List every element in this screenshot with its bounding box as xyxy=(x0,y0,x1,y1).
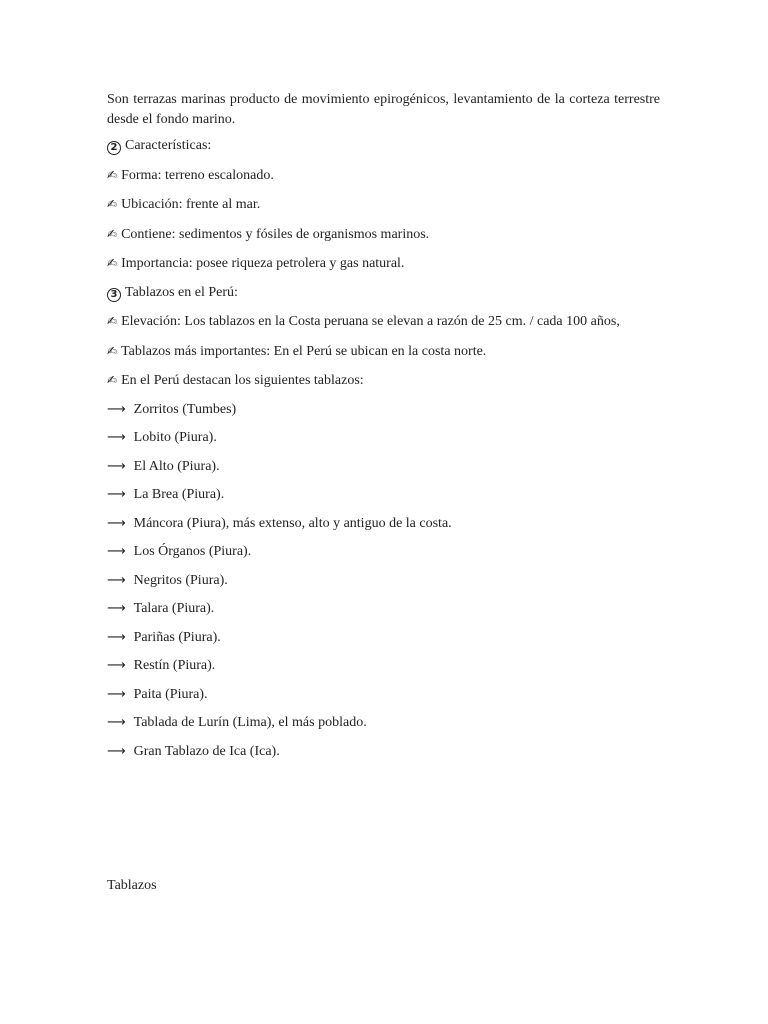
tablazo-name: Restín (Piura). xyxy=(133,658,216,673)
writing-hand-icon: ✍ xyxy=(107,256,118,270)
tablazo-name: Máncora (Piura), más extenso, alto y antiguo de la costa. xyxy=(133,515,452,531)
tablazo-item xyxy=(107,485,660,505)
arrow-icon: ⟶ xyxy=(107,458,126,474)
tablazo-item xyxy=(107,713,660,733)
highlight-item xyxy=(107,370,660,391)
footer-title: Tablazos xyxy=(107,878,157,893)
tablazo-name: Lobito (Piura). xyxy=(133,430,217,445)
item-text: Forma: terreno escalonado. xyxy=(121,167,274,183)
tablazo-item xyxy=(107,685,660,705)
section-title: Tablazos en el Perú: xyxy=(125,284,238,300)
intro-paragraph: Son terrazas marinas producto de movimiento epirogénicos, levantamiento de la corteza terrestre desde el fondo marino. xyxy=(107,92,660,127)
writing-hand-icon: ✍ xyxy=(107,167,118,182)
circled-two-icon: 2 xyxy=(107,141,121,155)
writing-hand-icon: ✍ xyxy=(107,226,118,241)
arrow-icon: ⟶ xyxy=(107,686,126,702)
item-text: En el Perú destacan los siguientes tablazos: xyxy=(121,373,364,388)
item-text: Ubicación: frente al mar. xyxy=(121,197,261,212)
arrow-icon: ⟶ xyxy=(107,658,126,673)
tablazo-item xyxy=(107,599,660,619)
list-item xyxy=(107,165,660,186)
item-text: Tablazos más importantes: En el Perú se ubican en la costa norte. xyxy=(121,343,487,359)
tablazo-item xyxy=(107,742,660,762)
tablazo-name: Paita (Piura). xyxy=(133,686,208,702)
tablazo-item xyxy=(107,514,660,534)
tablazo-item xyxy=(107,571,660,591)
section-title: Características: xyxy=(125,138,212,153)
writing-hand-icon: ✍ xyxy=(107,197,118,211)
important-item xyxy=(107,341,660,362)
tablazo-item xyxy=(107,628,660,648)
writing-hand-icon: ✍ xyxy=(107,373,118,387)
tablazo-name: Gran Tablazo de Ica (Ica). xyxy=(133,743,280,759)
item-text: Elevación: Los tablazos en la Costa peruana se elevan a razón de 25 cm. / cada 100 años, xyxy=(121,314,620,329)
tablazo-name: Zorritos (Tumbes) xyxy=(133,401,237,417)
list-item xyxy=(107,224,660,245)
tablazo-item xyxy=(107,428,660,448)
tablazo-name: Tablada de Lurín (Lima), el más poblado. xyxy=(133,715,367,730)
section-heading-tablazos-peru xyxy=(107,283,660,303)
writing-hand-icon: ✍ xyxy=(107,343,118,358)
arrow-icon: ⟶ xyxy=(107,601,126,616)
arrow-icon: ⟶ xyxy=(107,544,126,559)
writing-hand-icon: ✍ xyxy=(107,314,118,328)
arrow-icon: ⟶ xyxy=(107,430,126,445)
tablazo-item xyxy=(107,457,660,477)
elevation-item xyxy=(107,311,660,332)
tablazo-item xyxy=(107,656,660,676)
item-text: Importancia: posee riqueza petrolera y gas natural. xyxy=(121,256,405,271)
document-body xyxy=(107,90,660,762)
tablazo-name: Los Órganos (Piura). xyxy=(133,544,252,559)
arrow-icon: ⟶ xyxy=(107,629,126,645)
tablazo-name: Talara (Piura). xyxy=(133,601,215,616)
arrow-icon: ⟶ xyxy=(107,515,126,531)
tablazo-name: La Brea (Piura). xyxy=(133,487,225,502)
arrow-icon: ⟶ xyxy=(107,487,126,502)
list-item xyxy=(107,194,660,215)
arrow-icon: ⟶ xyxy=(107,572,126,588)
arrow-icon: ⟶ xyxy=(107,743,126,759)
arrow-icon: ⟶ xyxy=(107,715,126,730)
item-text: Contiene: sedimentos y fósiles de organismos marinos. xyxy=(121,226,430,242)
list-item xyxy=(107,253,660,274)
section-heading-caracteristicas xyxy=(107,136,660,156)
tablazo-item xyxy=(107,542,660,562)
tablazo-item xyxy=(107,400,660,420)
circled-three-icon: 3 xyxy=(107,288,121,302)
tablazo-name: El Alto (Piura). xyxy=(133,458,220,474)
arrow-icon: ⟶ xyxy=(107,401,126,417)
tablazo-name: Pariñas (Piura). xyxy=(133,629,221,645)
tablazo-name: Negritos (Piura). xyxy=(133,572,228,588)
